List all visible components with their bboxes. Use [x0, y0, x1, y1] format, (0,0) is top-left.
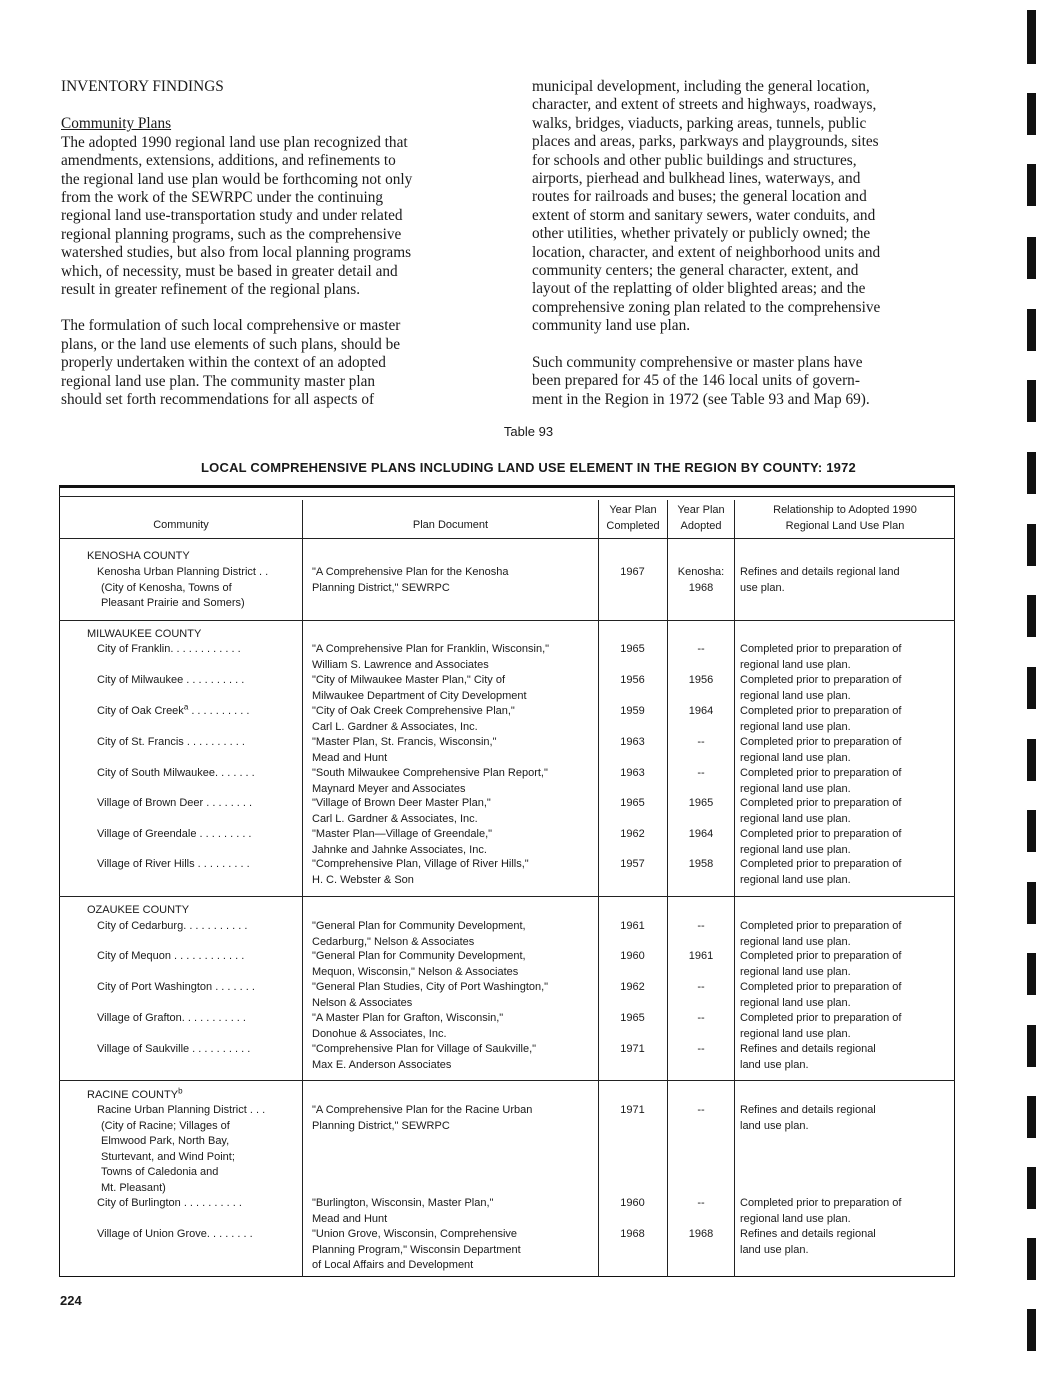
cell-line: regional land use plan.: [740, 782, 851, 795]
adopted-cell: --: [697, 1043, 705, 1055]
cell-line: Mequon, Wisconsin," Nelson & Associates: [312, 965, 519, 978]
header-line: Regional Land Use Plan: [785, 519, 905, 532]
paragraph-4: [532, 354, 950, 409]
cell-line: "Master Plan, St. Francis, Wisconsin,": [312, 736, 497, 748]
plan-cell: [312, 735, 496, 766]
text-line: result in greater refinement of the regional plans.: [61, 281, 361, 299]
cell-line: Completed prior to preparation of: [740, 981, 902, 993]
cell-line: Carl L. Gardner & Associates, Inc.: [312, 720, 478, 733]
cell-line: Refines and details regional: [740, 1043, 876, 1055]
plan-cell: [312, 642, 549, 673]
cell-line: "City of Milwaukee Master Plan," City of: [312, 674, 506, 686]
text-line: extent of storm and sanitary sewers, water conduits, and: [532, 206, 876, 224]
right-column: [532, 78, 950, 409]
cell-line: land use plan.: [740, 1119, 809, 1132]
cell-line: Completed prior to preparation of: [740, 705, 902, 717]
cell-line: Kenosha Urban Planning District . .: [97, 566, 269, 578]
cell-line: "South Milwaukee Comprehensive Plan Report,": [312, 767, 548, 779]
relationship-cell: [740, 919, 901, 950]
cell-line: Milwaukee Department of City Development: [312, 689, 527, 702]
header-line: Adopted: [680, 519, 722, 532]
community-cell: Village of River Hills . . . . . . . . .: [97, 858, 250, 870]
adopted-cell: 1956: [688, 674, 714, 686]
text-line: from the work of the SEWRPC under the continuing: [61, 189, 384, 207]
table-title: LOCAL COMPREHENSIVE PLANS INCLUDING LAND USE ELEMENT IN THE REGION BY COUNTY: 1972: [201, 460, 856, 475]
registration-mark: [1027, 810, 1036, 852]
completed-cell: 1965: [620, 797, 645, 809]
cell-line: 1968: [688, 581, 714, 594]
header-line: Year Plan: [677, 504, 725, 516]
plan-cell: [312, 949, 526, 980]
text-line: regional land use-transportation study and under related: [61, 207, 403, 225]
left-column: [61, 78, 479, 410]
cell-line: Mead and Hunt: [312, 751, 388, 764]
text-line: layout of the replatting of older blighted areas; and the: [532, 280, 866, 298]
cell-line: Completed prior to preparation of: [740, 736, 902, 748]
cell-line: "Master Plan—Village of Greendale,": [312, 828, 493, 840]
adopted-cell: [668, 565, 734, 596]
community-cell: City of Cedarburg. . . . . . . . . . .: [97, 920, 248, 932]
relationship-cell: [740, 1042, 876, 1073]
relationship-cell: [740, 565, 900, 596]
text-line: been prepared for 45 of the 146 local units of govern-: [532, 372, 860, 390]
cell-line: Completed prior to preparation of: [740, 767, 902, 779]
plan-cell: [312, 766, 548, 797]
community-cell: City of St. Francis . . . . . . . . . .: [97, 736, 245, 748]
registration-mark: [1027, 164, 1036, 206]
column-divider: [667, 500, 668, 1277]
cell-line: Refines and details regional: [740, 1228, 876, 1240]
community-cell: [97, 704, 249, 720]
county-divider: [59, 620, 955, 621]
community-cell: Village of Greendale . . . . . . . . .: [97, 828, 252, 840]
header-line: Relationship to Adopted 1990: [773, 504, 917, 516]
relationship-cell: [740, 1227, 876, 1258]
relationship-cell: [740, 980, 901, 1011]
registration-mark: [1027, 953, 1036, 995]
community-cell: City of South Milwaukee. . . . . . .: [97, 767, 255, 779]
cell-line: "General Plan Studies, City of Port Washington,": [312, 981, 549, 993]
header-line: Year Plan: [609, 504, 657, 516]
cell-line: Elmwood Park, North Bay,: [101, 1135, 230, 1147]
cell-line: Completed prior to preparation of: [740, 950, 902, 962]
plan-cell: [312, 980, 548, 1011]
registration-mark: [1027, 93, 1036, 135]
relationship-cell: [740, 1103, 876, 1134]
text-line: properly undertaken within the context of an adopted: [61, 354, 386, 372]
completed-cell: 1962: [620, 828, 645, 840]
cell-line: regional land use plan.: [740, 873, 851, 886]
cell-line: Donohue & Associates, Inc.: [312, 1027, 447, 1040]
cell-line: "Burlington, Wisconsin, Master Plan,": [312, 1197, 494, 1209]
adopted-cell: 1964: [688, 705, 714, 717]
header-relationship: [735, 503, 955, 534]
cell-line: Pleasant Prairie and Somers): [101, 597, 245, 609]
cell-line: Planning District," SEWRPC: [312, 581, 450, 594]
completed-cell: 1963: [620, 767, 645, 779]
community-cell: City of Burlington . . . . . . . . . .: [97, 1197, 242, 1209]
plan-cell: [312, 1103, 532, 1134]
header-plan-document: Plan Document: [412, 519, 489, 531]
plan-cell: [312, 1011, 503, 1042]
adopted-cell: --: [697, 1012, 705, 1024]
relationship-cell: [740, 673, 901, 704]
adopted-cell: --: [697, 920, 705, 932]
cell-line: Max E. Anderson Associates: [312, 1058, 452, 1071]
cell-line: "Union Grove, Wisconsin, Comprehensive: [312, 1228, 518, 1240]
registration-mark: [1027, 452, 1036, 494]
footnote-mark: a: [183, 702, 189, 712]
text-line: other utilities, whether privately or publicly owned; the: [532, 225, 871, 243]
header-year-adopted: [668, 503, 734, 534]
text-line: places and areas, parks, parkways and playgrounds, sites: [532, 133, 879, 151]
plan-cell: [312, 704, 515, 735]
cell-line: regional land use plan.: [740, 689, 851, 702]
cell-line: Completed prior to preparation of: [740, 797, 902, 809]
text-line: regional planning programs, such as the comprehensive: [61, 225, 402, 243]
county-name: RACINE COUNTY: [87, 1089, 179, 1101]
footnote-mark: b: [178, 1086, 183, 1096]
cell-line: regional land use plan.: [740, 965, 851, 978]
text-line: location, character, and extent of neighborhood units and: [532, 243, 881, 261]
cell-line: "City of Oak Creek Comprehensive Plan,": [312, 705, 515, 717]
adopted-cell: 1968: [688, 1228, 714, 1240]
community-cell: Village of Saukville . . . . . . . . . .: [97, 1043, 251, 1055]
cell-line: "Comprehensive Plan, Village of River Hills,": [312, 858, 529, 870]
plan-cell: [312, 673, 527, 704]
cell-line: use plan.: [740, 581, 785, 594]
cell-line: Kenosha:: [677, 566, 725, 578]
completed-cell: 1965: [620, 643, 645, 655]
registration-mark: [1027, 882, 1036, 924]
cell-line: Completed prior to preparation of: [740, 920, 902, 932]
completed-cell: 1971: [620, 1104, 645, 1116]
completed-cell: 1961: [620, 920, 645, 932]
registration-mark: [1027, 667, 1036, 709]
cell-line: regional land use plan.: [740, 658, 851, 671]
cell-line: "A Comprehensive Plan for Franklin, Wisconsin,": [312, 643, 550, 655]
adopted-cell: --: [697, 981, 705, 993]
cell-line: regional land use plan.: [740, 935, 851, 948]
completed-cell: 1959: [620, 705, 645, 717]
registration-mark: [1027, 595, 1036, 637]
plan-cell: [312, 1227, 521, 1274]
cell-line: land use plan.: [740, 1243, 809, 1256]
text-line: The formulation of such local comprehensive or master: [61, 317, 401, 335]
text-line: should set forth recommendations for all aspects of: [61, 391, 375, 409]
registration-mark: [1027, 1167, 1036, 1209]
registration-mark: [1027, 1025, 1036, 1067]
cell-line: "A Master Plan for Grafton, Wisconsin,": [312, 1012, 504, 1024]
column-divider: [302, 500, 303, 1277]
section-heading: INVENTORY FINDINGS: [61, 78, 224, 95]
completed-cell: 1962: [620, 981, 645, 993]
relationship-cell: [740, 1011, 901, 1042]
relationship-cell: [740, 796, 901, 827]
cell-line: regional land use plan.: [740, 751, 851, 764]
text-line: character, and extent of streets and highways, roadways,: [532, 96, 877, 114]
county-heading-ozaukee: OZAUKEE COUNTY: [87, 904, 190, 916]
relationship-cell: [740, 949, 901, 980]
completed-cell: 1965: [620, 1012, 645, 1024]
cell-line: Planning Program," Wisconsin Department: [312, 1243, 521, 1256]
text-line: community centers; the general character, extent, and: [532, 262, 859, 280]
text-line: Such community comprehensive or master plans have: [532, 353, 863, 371]
adopted-cell: --: [697, 643, 705, 655]
relationship-cell: [740, 642, 901, 673]
community-cell: Village of Brown Deer . . . . . . . .: [97, 797, 253, 809]
adopted-cell: 1965: [688, 797, 714, 809]
plan-cell: [312, 565, 509, 596]
header-bottom-rule: [59, 538, 955, 539]
adopted-cell: 1958: [688, 858, 714, 870]
paragraph-1: [61, 134, 479, 300]
cell-line: H. C. Webster & Son: [312, 873, 414, 886]
cell-line: Completed prior to preparation of: [740, 1012, 902, 1024]
text-line: regional land use plan. The community master plan: [61, 372, 376, 390]
cell-line: regional land use plan.: [740, 1027, 851, 1040]
cell-line: of Local Affairs and Development: [312, 1259, 474, 1271]
cell-line: Refines and details regional: [740, 1104, 876, 1116]
cell-line: Nelson & Associates: [312, 996, 413, 1009]
cell-line: "A Comprehensive Plan for the Kenosha: [312, 566, 509, 578]
plan-cell: [312, 796, 491, 827]
plan-cell: [312, 919, 526, 950]
text-line: community land use plan.: [532, 317, 691, 335]
county-divider: [59, 896, 955, 897]
registration-mark: [1027, 739, 1036, 781]
completed-cell: 1963: [620, 736, 645, 748]
completed-cell: 1968: [620, 1228, 645, 1240]
cell-line: Completed prior to preparation of: [740, 858, 902, 870]
relationship-cell: [740, 1196, 901, 1227]
cell-line: Planning District," SEWRPC: [312, 1119, 450, 1132]
community-cell: City of Milwaukee . . . . . . . . . .: [97, 674, 245, 686]
text-line: The adopted 1990 regional land use plan recognized that: [61, 133, 408, 151]
text-line: municipal development, including the general location,: [532, 78, 870, 95]
relationship-cell: [740, 857, 901, 888]
text-line: the regional land use plan would be forthcoming not only: [61, 170, 413, 188]
community-cell: Village of Grafton. . . . . . . . . . .: [97, 1012, 246, 1024]
cell-line: regional land use plan.: [740, 996, 851, 1009]
paragraph-3: [532, 78, 950, 336]
adopted-cell: --: [697, 1104, 705, 1116]
text-line: amendments, extensions, additions, and refinements to: [61, 152, 396, 170]
adopted-cell: 1964: [688, 828, 714, 840]
relationship-cell: [740, 766, 901, 797]
completed-cell: 1971: [620, 1043, 645, 1055]
cell-line: land use plan.: [740, 1058, 809, 1071]
cell-line: Carl L. Gardner & Associates, Inc.: [312, 812, 478, 825]
cell-line: Towns of Caledonia and: [101, 1166, 219, 1178]
column-divider: [598, 500, 599, 1277]
cell-line: Jahnke and Jahnke Associates, Inc.: [312, 843, 487, 856]
cell-line: Completed prior to preparation of: [740, 828, 902, 840]
cell-line: Cedarburg," Nelson & Associates: [312, 935, 475, 948]
leader-dots: . . . . . . . . . .: [188, 705, 250, 717]
community-cell: [97, 1103, 265, 1196]
cell-line: regional land use plan.: [740, 812, 851, 825]
relationship-cell: [740, 704, 901, 735]
county-heading-milwaukee: MILWAUKEE COUNTY: [87, 628, 202, 640]
text-line: ment in the Region in 1972 (see Table 93 and Map 69).: [532, 390, 870, 408]
cell-line: "General Plan for Community Development,: [312, 920, 526, 932]
registration-mark: [1027, 1096, 1036, 1138]
cell-line: Refines and details regional land: [740, 566, 900, 578]
text-line: plans, or the land use elements of such plans, should be: [61, 335, 401, 353]
subsection-heading: Community Plans: [61, 115, 172, 133]
cell-line: Maynard Meyer and Associates: [312, 782, 466, 795]
plan-cell: [312, 857, 529, 888]
adopted-cell: --: [697, 767, 705, 779]
adopted-cell: --: [697, 736, 705, 748]
completed-cell: 1967: [620, 566, 645, 578]
cell-line: "Comprehensive Plan for Village of Saukville,": [312, 1043, 537, 1055]
completed-cell: 1957: [620, 858, 645, 870]
text-line: watershed studies, but also from local planning programs: [61, 244, 412, 262]
completed-cell: 1960: [620, 950, 645, 962]
page-number: 224: [60, 1293, 82, 1308]
header-community: Community: [153, 519, 209, 531]
cell-line: (City of Kenosha, Towns of: [101, 581, 232, 594]
cell-line: regional land use plan.: [740, 1212, 851, 1225]
registration-mark: [1027, 1238, 1036, 1280]
cell-line: (City of Racine; Villages of: [101, 1119, 230, 1132]
header-top-rule: [59, 496, 955, 497]
adopted-cell: --: [697, 1197, 705, 1209]
plan-cell: [312, 1042, 536, 1073]
registration-mark: [1027, 237, 1036, 279]
text-line: which, of necessity, must be based in greater detail and: [61, 262, 398, 280]
paragraph-2: [61, 317, 479, 409]
cell-line: "General Plan for Community Development,: [312, 950, 526, 962]
cell-line: William S. Lawrence and Associates: [312, 658, 489, 671]
county-divider: [59, 1080, 955, 1081]
text-line: for schools and other public buildings and structures,: [532, 151, 857, 169]
cell-line: regional land use plan.: [740, 843, 851, 856]
registration-mark: [1027, 1309, 1036, 1351]
registration-mark: [1027, 10, 1036, 64]
registration-mark: [1027, 524, 1036, 566]
community-cell: [97, 565, 268, 612]
cell-line: "Village of Brown Deer Master Plan,": [312, 797, 491, 809]
community-cell: City of Port Washington . . . . . . .: [97, 981, 255, 993]
cell-line: Mt. Pleasant): [101, 1181, 166, 1194]
cell-line: Completed prior to preparation of: [740, 1197, 902, 1209]
header-line: Completed: [606, 519, 660, 532]
column-divider: [734, 500, 735, 1277]
cell-line: Completed prior to preparation of: [740, 674, 902, 686]
community-cell: City of Franklin. . . . . . . . . . . .: [97, 643, 241, 655]
cell-line: Completed prior to preparation of: [740, 643, 902, 655]
cell-line: regional land use plan.: [740, 720, 851, 733]
table-label: Table 93: [503, 424, 554, 439]
completed-cell: 1960: [620, 1197, 645, 1209]
relationship-cell: [740, 735, 901, 766]
cell-line: "A Comprehensive Plan for the Racine Urban: [312, 1104, 533, 1116]
registration-mark: [1027, 380, 1036, 422]
cell-line: Mead and Hunt: [312, 1212, 388, 1225]
cell-line: Sturtevant, and Wind Point;: [101, 1150, 235, 1163]
cell-line: Racine Urban Planning District . . .: [97, 1104, 266, 1116]
community-cell: City of Mequon . . . . . . . . . . . .: [97, 950, 245, 962]
community-cell: Village of Union Grove. . . . . . . .: [97, 1228, 253, 1240]
text-line: walks, bridges, viaducts, parking areas, tunnels, public: [532, 114, 867, 132]
header-year-completed: [599, 503, 667, 534]
text-line: airports, pierhead and bulkhead lines, waterways, and: [532, 170, 861, 188]
adopted-cell: 1961: [688, 950, 714, 962]
completed-cell: 1956: [620, 674, 645, 686]
registration-mark: [1027, 309, 1036, 351]
county-heading-racine: [87, 1088, 183, 1104]
text-line: comprehensive zoning plan related to the comprehensive: [532, 298, 881, 316]
relationship-cell: [740, 827, 901, 858]
text-line: routes for railroads and buses; the general location and: [532, 188, 867, 206]
cell-text: City of Oak Creek: [97, 705, 184, 717]
plan-cell: [312, 1196, 493, 1227]
county-heading-kenosha: KENOSHA COUNTY: [87, 550, 190, 562]
plan-cell: [312, 827, 492, 858]
